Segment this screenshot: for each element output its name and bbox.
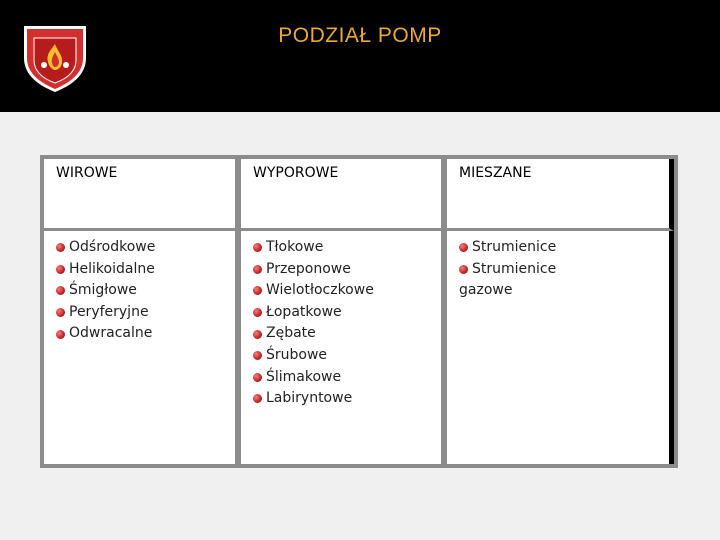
list-item: Ślimakowe [253,367,374,389]
list-item: Odwracalne [56,323,155,345]
column-body-mieszane [447,231,674,464]
bullet-icon [56,243,65,252]
list-item: Wielotłoczkowe [253,280,374,302]
slide-title: PODZIAŁ POMP [278,24,442,47]
list-item: Helikoidalne [56,259,155,281]
bullet-icon [459,265,468,274]
column-header-cell [447,159,674,231]
bullet-icon [253,265,262,274]
column-header-wyporowe: WYPOROWE [253,165,339,181]
bullet-icon [56,265,65,274]
column-header-cell [241,159,447,231]
column-header-mieszane: MIESZANE [459,165,532,181]
list-item: Śmigłowe [56,280,155,302]
bullet-icon [253,394,262,403]
column-header-wirowe: WIROWE [56,165,118,181]
list-item: Śrubowe [253,345,374,367]
column-header-cell [44,159,241,231]
pump-type-list [253,237,374,410]
list-item: Łopatkowe [253,302,374,324]
list-item: Strumienice [459,237,556,259]
pump-type-list [56,237,155,345]
bullet-icon [459,243,468,252]
list-item: Przeponowe [253,259,374,281]
column-body-wirowe [44,231,241,464]
list-item: Tłokowe [253,237,374,259]
bullet-icon [253,286,262,295]
list-item: Strumienice [459,259,556,281]
bullet-icon [253,308,262,317]
list-item: Zębate [253,323,374,345]
list-item: Peryferyjne [56,302,155,324]
bullet-icon [56,330,65,339]
list-item-continuation: gazowe [459,282,513,299]
pump-type-list [459,237,556,302]
bullet-icon [253,351,262,360]
bullet-icon [253,373,262,382]
pump-classification-table [40,155,678,468]
column-body-wyporowe [241,231,447,464]
list-item: Odśrodkowe [56,237,155,259]
bullet-icon [56,286,65,295]
bullet-icon [253,330,262,339]
bullet-icon [56,308,65,317]
list-item: Labiryntowe [253,388,374,410]
bullet-icon [253,243,262,252]
slide-header [0,0,720,112]
